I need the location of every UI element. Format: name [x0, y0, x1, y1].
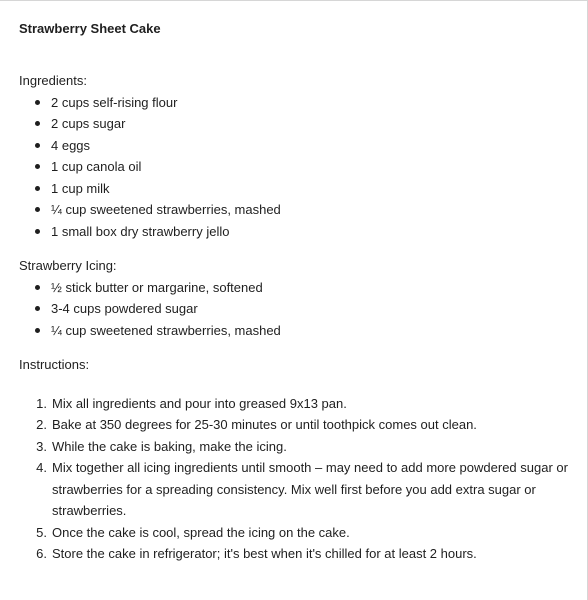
step-text: Mix together all icing ingredients until smooth – may need to add more powdered sugar or strawberries for a spreading consistency. Mix well first before you add extra sugar or strawberries. — [52, 460, 568, 518]
ingredient-text: 1 cup canola oil — [51, 159, 142, 174]
step-number: 5. — [36, 524, 47, 540]
ingredient-item — [19, 135, 579, 157]
step-text: Mix all ingredients and pour into greased 9x13 pan. — [52, 395, 347, 411]
step-number: 4. — [36, 460, 47, 475]
step-text: Bake at 350 degrees for 25-30 minutes or until toothpick comes out clean. — [52, 417, 477, 432]
ingredient-item — [19, 178, 579, 200]
icing-list — [19, 277, 579, 342]
ingredient-text: 4 eggs — [51, 137, 91, 153]
icing-item — [19, 320, 579, 342]
step-text: Store the cake in refrigerator; it's best when it's chilled for at least 2 hours. — [52, 546, 477, 561]
bullet-icon — [35, 121, 40, 126]
step-number: 1. — [36, 395, 47, 411]
step-number: 3. — [36, 438, 47, 454]
bullet-icon — [35, 164, 40, 169]
ingredient-text: ¼ cup sweetened strawberries, mashed — [51, 202, 281, 217]
recipe-document — [19, 18, 579, 565]
ingredients-list — [19, 92, 579, 243]
instruction-step — [19, 522, 583, 544]
instruction-step — [19, 543, 583, 565]
bullet-icon — [35, 229, 40, 234]
bullet-icon — [35, 207, 40, 212]
icing-text: 3-4 cups powdered sugar — [51, 301, 198, 316]
recipe-title: Strawberry Sheet Cake — [19, 21, 161, 36]
instructions-list — [19, 393, 579, 565]
instruction-step — [19, 457, 583, 522]
instructions-heading: Instructions: — [19, 357, 90, 372]
bullet-icon — [35, 186, 40, 191]
step-number: 2. — [36, 417, 47, 432]
ingredient-item — [19, 156, 579, 178]
step-number: 6. — [36, 546, 47, 561]
ingredients-heading: Ingredients: — [19, 73, 87, 88]
ingredient-item — [19, 199, 579, 221]
step-text: While the cake is baking, make the icing. — [52, 438, 287, 454]
ingredient-text: 2 cups self-rising flour — [51, 94, 178, 110]
instruction-step — [19, 393, 583, 415]
ingredient-text: 2 cups sugar — [51, 116, 126, 131]
icing-text: ¼ cup sweetened strawberries, mashed — [51, 322, 281, 338]
icing-heading: Strawberry Icing: — [19, 258, 117, 273]
instruction-step — [19, 436, 583, 458]
bullet-icon — [35, 306, 40, 311]
instruction-step — [19, 414, 583, 436]
bullet-icon — [35, 285, 40, 290]
ingredient-text: 1 small box dry strawberry jello — [51, 223, 230, 239]
ingredient-text: 1 cup milk — [51, 180, 110, 196]
icing-item — [19, 298, 579, 320]
step-text: Once the cake is cool, spread the icing on the cake. — [52, 524, 350, 540]
ingredient-item — [19, 113, 579, 135]
frame-border-top — [0, 0, 588, 1]
bullet-icon — [35, 328, 40, 333]
icing-item — [19, 277, 579, 299]
ingredient-item — [19, 221, 579, 243]
bullet-icon — [35, 143, 40, 148]
bullet-icon — [35, 100, 40, 105]
icing-text: ½ stick butter or margarine, softened — [51, 279, 263, 295]
ingredient-item — [19, 92, 579, 114]
